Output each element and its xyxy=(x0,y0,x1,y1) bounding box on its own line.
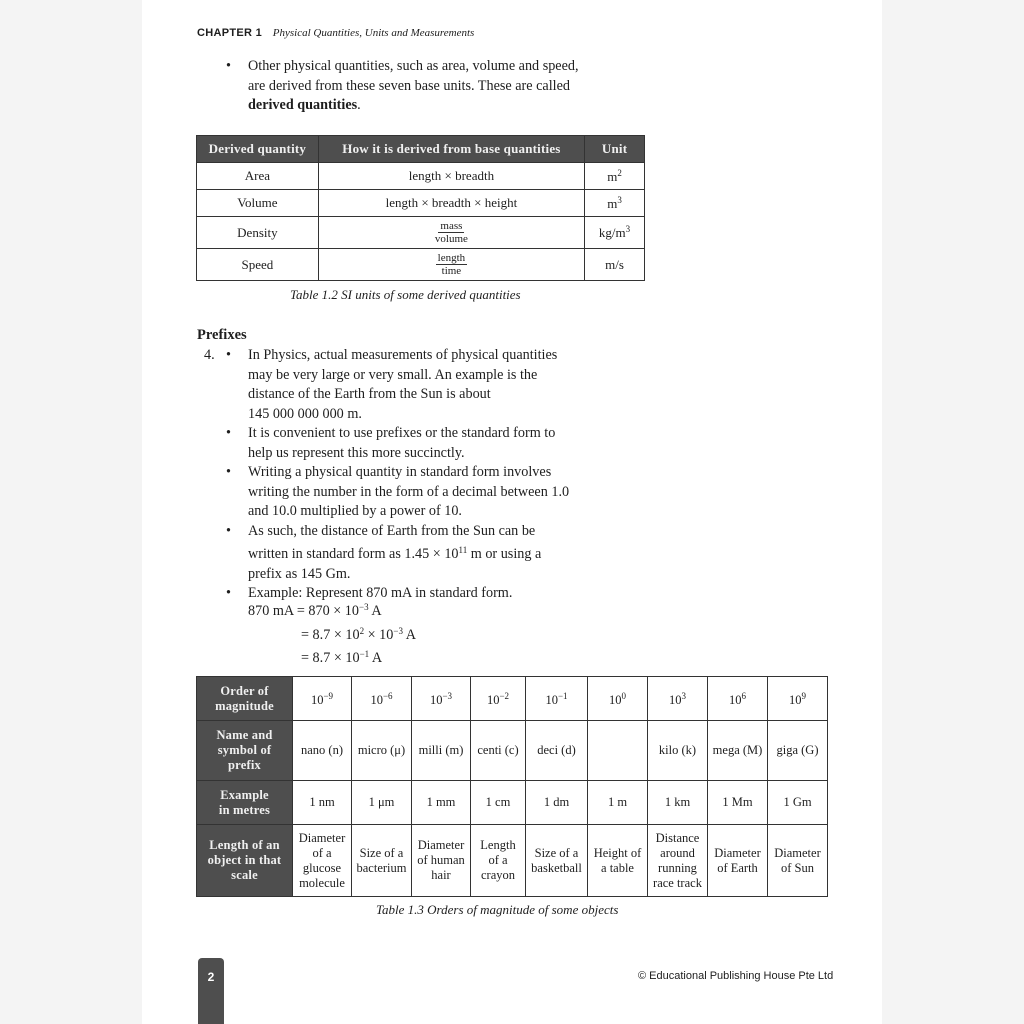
prefix-cell xyxy=(588,721,648,781)
calc-line: = $8.7 \times 10^2 \times 10^{-3}$ A xyxy=(301,625,416,643)
unit-cell: $m^3$ xyxy=(585,190,645,217)
fraction: $\frac{\text{length}}{\text{time}}$ xyxy=(437,252,466,277)
unit-cell: m/s xyxy=(585,249,645,281)
intro-text: Other physical quantities, such as area, volume and speed, are derived from these seven base units. These are called derived quantities. xyxy=(248,58,579,113)
page-number: 2 xyxy=(207,970,215,984)
copyright-notice: © Educational Publishing House Pte Ltd xyxy=(638,970,834,982)
derived-quantities-table xyxy=(196,135,645,281)
chapter-subtitle: Physical Quantities, Units and Measurements xyxy=(272,27,475,39)
chapter-label: CHAPTER 1 xyxy=(197,27,263,39)
unit-cell: $kg/m^3$ xyxy=(585,217,645,249)
magnitude-cell: $10^3$ xyxy=(648,677,708,721)
example-cell: 1 mm xyxy=(412,781,471,825)
table-row xyxy=(197,677,828,721)
magnitude-cell: $10^0$ xyxy=(588,677,648,721)
quantity-cell: Speed xyxy=(197,249,319,281)
prefix-cell: milli (m) xyxy=(412,721,471,781)
prefix-cell: nano (n) xyxy=(293,721,352,781)
intro-paragraph xyxy=(226,57,646,116)
prefix-cell: centi (c) xyxy=(471,721,526,781)
orders-of-magnitude-table xyxy=(196,676,828,897)
fraction: $\frac{\text{mass}}{\text{volume}}$ xyxy=(434,220,468,245)
example-cell: 1 km xyxy=(648,781,708,825)
calc-line: = $8.7 \times 10^{-1}$ A xyxy=(301,649,383,666)
object-cell: Size of a basketball xyxy=(526,825,588,897)
unit-cell: $m^2$ xyxy=(585,163,645,190)
list-item: • In Physics, actual measurements of physical quantities may be very large or very small. An example is the distance of the Earth from the Sun is about 145 000 000 000 m. xyxy=(226,347,558,422)
object-cell: Length of a crayon xyxy=(471,825,526,897)
row-header: Order of magnitude xyxy=(197,677,293,721)
magnitude-cell: $10^6$ xyxy=(708,677,768,721)
table-row xyxy=(197,217,645,249)
table-caption: Table 1.2 SI units of some derived quantities xyxy=(290,287,521,302)
table-header-cell: How it is derived from base quantities xyxy=(318,136,584,163)
object-cell: Distance around running race track xyxy=(648,825,708,897)
example-cell: 1 m xyxy=(588,781,648,825)
table-row xyxy=(197,163,645,190)
list-item: • As such, the distance of Earth from the Sun can be written in standard form as $1.45 \times 10^{11}$ m or using a prefix as 145 Gm. xyxy=(226,522,542,582)
list-item: • It is convenient to use prefixes or the standard form to help us represent this more succinctly. xyxy=(226,425,556,461)
example-cell: 1 cm xyxy=(471,781,526,825)
prefix-cell: giga (G) xyxy=(768,721,828,781)
magnitude-cell: $10^{-2}$ xyxy=(471,677,526,721)
quantity-cell: Density xyxy=(197,217,319,249)
prefix-cell: deci (d) xyxy=(526,721,588,781)
page-number-tab xyxy=(198,958,224,1024)
derived-quantities-term: derived quantities xyxy=(248,97,358,113)
derivation-cell xyxy=(318,217,584,249)
calc-line: 870 mA = $870 \times 10^{-3}$ A xyxy=(248,602,382,619)
derivation-cell: length × breadth xyxy=(318,163,584,190)
example-cell: 1 Mm xyxy=(708,781,768,825)
table-row xyxy=(197,825,828,897)
magnitude-cell: $10^{-9}$ xyxy=(293,677,352,721)
row-header: Name and symbol of prefix xyxy=(197,721,293,781)
magnitude-cell: $10^{-1}$ xyxy=(526,677,588,721)
bullet: • xyxy=(226,58,231,74)
prefix-cell: kilo (k) xyxy=(648,721,708,781)
object-cell: Diameter of human hair xyxy=(412,825,471,897)
prefix-cell: micro (μ) xyxy=(352,721,412,781)
example-cell: 1 nm xyxy=(293,781,352,825)
magnitude-cell: $10^{-3}$ xyxy=(412,677,471,721)
table-row xyxy=(197,249,645,281)
example-cell: 1 μm xyxy=(352,781,412,825)
running-header xyxy=(197,27,474,39)
derivation-cell: length × breadth × height xyxy=(318,190,584,217)
object-cell: Diameter of Sun xyxy=(768,825,828,897)
worked-example xyxy=(248,598,416,669)
row-header: Length of an object in that scale xyxy=(197,825,293,897)
object-cell: Height of a table xyxy=(588,825,648,897)
list-item: • Writing a physical quantity in standard form involves writing the number in the form of a decimal between 1.0 and 10.0 multiplied by a power of 10. xyxy=(226,464,570,519)
quantity-cell: Volume xyxy=(197,190,319,217)
object-cell: Diameter of a glucose molecule xyxy=(293,825,352,897)
row-header: Example in metres xyxy=(197,781,293,825)
quantity-cell: Area xyxy=(197,163,319,190)
derivation-cell xyxy=(318,249,584,281)
item-number: 4. xyxy=(204,347,215,363)
list-item: • Example: Represent 870 mA in standard form. xyxy=(226,585,513,601)
table-header-cell: Unit xyxy=(585,136,645,163)
magnitude-cell: $10^9$ xyxy=(768,677,828,721)
table-row xyxy=(197,190,645,217)
object-cell: Size of a bacterium xyxy=(352,825,412,897)
table-caption: Table 1.3 Orders of magnitude of some objects xyxy=(376,902,619,917)
section-heading: Prefixes xyxy=(197,327,247,343)
magnitude-cell: $10^{-6}$ xyxy=(352,677,412,721)
table-header-cell: Derived quantity xyxy=(197,136,319,163)
object-cell: Diameter of Earth xyxy=(708,825,768,897)
example-cell: 1 Gm xyxy=(768,781,828,825)
table-row xyxy=(197,781,828,825)
example-cell: 1 dm xyxy=(526,781,588,825)
table-row xyxy=(197,721,828,781)
prefix-cell: mega (M) xyxy=(708,721,768,781)
